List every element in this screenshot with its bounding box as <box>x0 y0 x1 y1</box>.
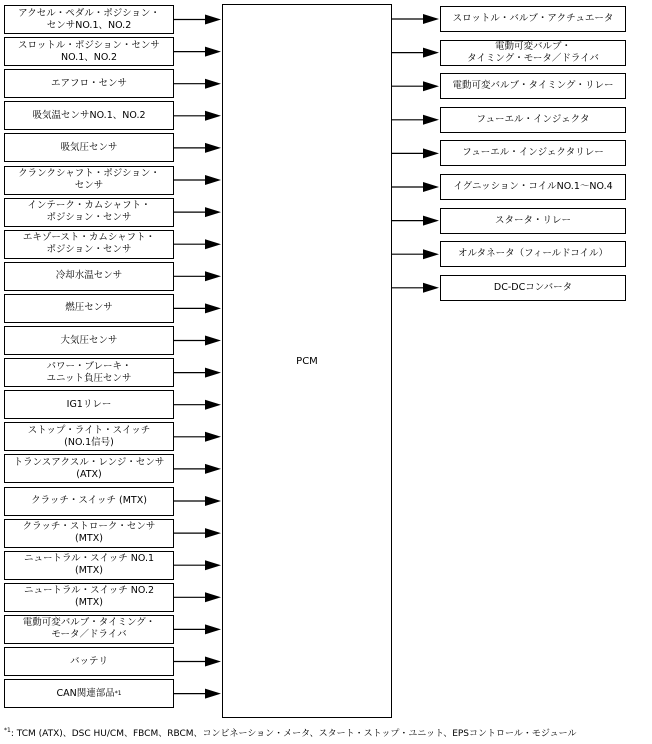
input-box <box>4 69 174 98</box>
output-label: フューエル・インジェクタリレー <box>462 147 604 159</box>
input-label: 電動可変バルブ・タイミング・ モータ／ドライバ <box>22 617 156 641</box>
input-box <box>4 583 174 612</box>
input-arrow <box>174 592 221 602</box>
input-box <box>4 5 174 34</box>
output-box <box>440 275 626 301</box>
input-box <box>4 647 174 676</box>
input-box <box>4 37 174 66</box>
input-box <box>4 615 174 644</box>
input-label: トランスアクスル・レンジ・センサ (ATX) <box>13 456 165 480</box>
input-arrow <box>174 400 221 410</box>
footnote-mark: *1 <box>4 727 11 734</box>
output-arrow <box>392 283 439 293</box>
output-arrow <box>392 148 439 158</box>
input-box <box>4 519 174 548</box>
input-label: ニュートラル・スイッチ NO.2 (MTX) <box>23 585 155 609</box>
output-label: フューエル・インジェクタ <box>476 113 590 125</box>
output-label: スタータ・リレー <box>494 214 571 226</box>
output-arrow <box>392 249 439 259</box>
output-box <box>440 40 626 66</box>
output-label: イグニッション・コイルNO.1〜NO.4 <box>453 181 613 192</box>
input-label: エキゾースト・カムシャフト・ ポジション・センサ <box>22 232 156 256</box>
input-arrow <box>174 15 221 25</box>
input-label: クランクシャフト・ポジション・ センサ <box>18 168 160 191</box>
input-box <box>4 230 174 259</box>
output-box <box>440 140 626 166</box>
input-arrow <box>174 432 221 442</box>
output-label: 電動可変バルブ・タイミング・リレー <box>452 80 614 92</box>
output-box <box>440 107 626 133</box>
input-arrow <box>174 689 221 699</box>
can-note-mark: *1 <box>114 689 122 697</box>
input-box <box>4 326 174 355</box>
input-label: クラッチ・ストローク・センサ (MTX) <box>22 521 156 545</box>
input-label: 大気圧センサ <box>60 334 118 346</box>
input-box <box>4 422 174 451</box>
input-arrow <box>174 560 221 570</box>
output-arrow <box>392 182 439 192</box>
input-label: 燃圧センサ <box>65 302 113 314</box>
input-arrow <box>174 368 221 378</box>
input-label: パワー・ブレーキ・ ユニット負圧センサ <box>46 360 132 384</box>
input-arrow <box>174 143 221 153</box>
output-label: オルタネータ（フィールドコイル） <box>457 248 608 260</box>
output-arrow <box>392 115 439 125</box>
input-label: エアフロ・センサ <box>50 77 127 89</box>
input-box <box>4 487 174 516</box>
output-box <box>440 6 626 32</box>
input-arrow <box>174 207 221 217</box>
input-label: ニュートラル・スイッチ NO.1 (MTX) <box>23 553 155 577</box>
input-label: ストップ・ライト・スイッチ (NO.1信号) <box>27 424 151 448</box>
input-label: アクセル・ペダル・ポジション・ センサNO.1、NO.2 <box>18 7 160 31</box>
input-arrow <box>174 47 221 57</box>
input-box <box>4 166 174 195</box>
input-box <box>4 551 174 580</box>
input-box <box>4 454 174 483</box>
output-label: スロットル・バルブ・アクチュエータ <box>452 13 614 24</box>
input-arrow <box>174 111 221 121</box>
input-arrow <box>174 496 221 506</box>
input-arrow <box>174 239 221 249</box>
input-label: 吸気温センサNO.1、NO.2 <box>32 109 146 121</box>
input-box <box>4 679 174 708</box>
input-label: 冷却水温センサ <box>55 270 123 282</box>
output-box <box>440 174 626 200</box>
input-label: スロットル・ポジション・センサ NO.1、NO.2 <box>18 39 160 63</box>
input-arrow <box>174 657 221 667</box>
input-label: IG1リレー <box>66 398 112 410</box>
pcm-label: PCM <box>296 355 318 367</box>
input-box <box>4 294 174 323</box>
input-arrow <box>174 79 221 89</box>
input-box <box>4 101 174 130</box>
output-box <box>440 208 626 234</box>
output-arrow <box>392 48 439 58</box>
pcm-block <box>222 4 392 718</box>
output-box <box>440 241 626 267</box>
footnote <box>4 726 652 739</box>
input-arrow <box>174 271 221 281</box>
output-arrow <box>392 14 439 24</box>
input-box <box>4 262 174 291</box>
input-box <box>4 358 174 387</box>
input-arrow <box>174 175 221 185</box>
input-label: クラッチ・スイッチ (MTX) <box>31 495 147 506</box>
input-box <box>4 133 174 162</box>
input-arrow <box>174 528 221 538</box>
input-arrow <box>174 464 221 474</box>
input-arrow <box>174 336 221 346</box>
output-label: 電動可変バルブ・ タイミング・モータ／ドライバ <box>467 40 599 64</box>
output-arrow <box>392 81 439 91</box>
input-label: CAN関連部品 <box>56 687 115 699</box>
input-arrow <box>174 303 221 313</box>
output-box <box>440 73 626 99</box>
input-box <box>4 390 174 419</box>
output-label: DC-DCコンバータ <box>493 281 573 293</box>
input-label: 吸気圧センサ <box>60 141 118 153</box>
footnote-text: : TCM (ATX)、DSC HU/CM、FBCM、RBCM、コンビネーション・メータ、スタート・ストップ・ユニット、EPSコントロール・モジュール <box>10 729 577 739</box>
input-box <box>4 198 174 227</box>
input-arrow <box>174 624 221 634</box>
input-label: インテーク・カムシャフト・ ポジション・センサ <box>27 200 151 224</box>
output-arrow <box>392 216 439 226</box>
input-label: バッテリ <box>69 655 108 667</box>
